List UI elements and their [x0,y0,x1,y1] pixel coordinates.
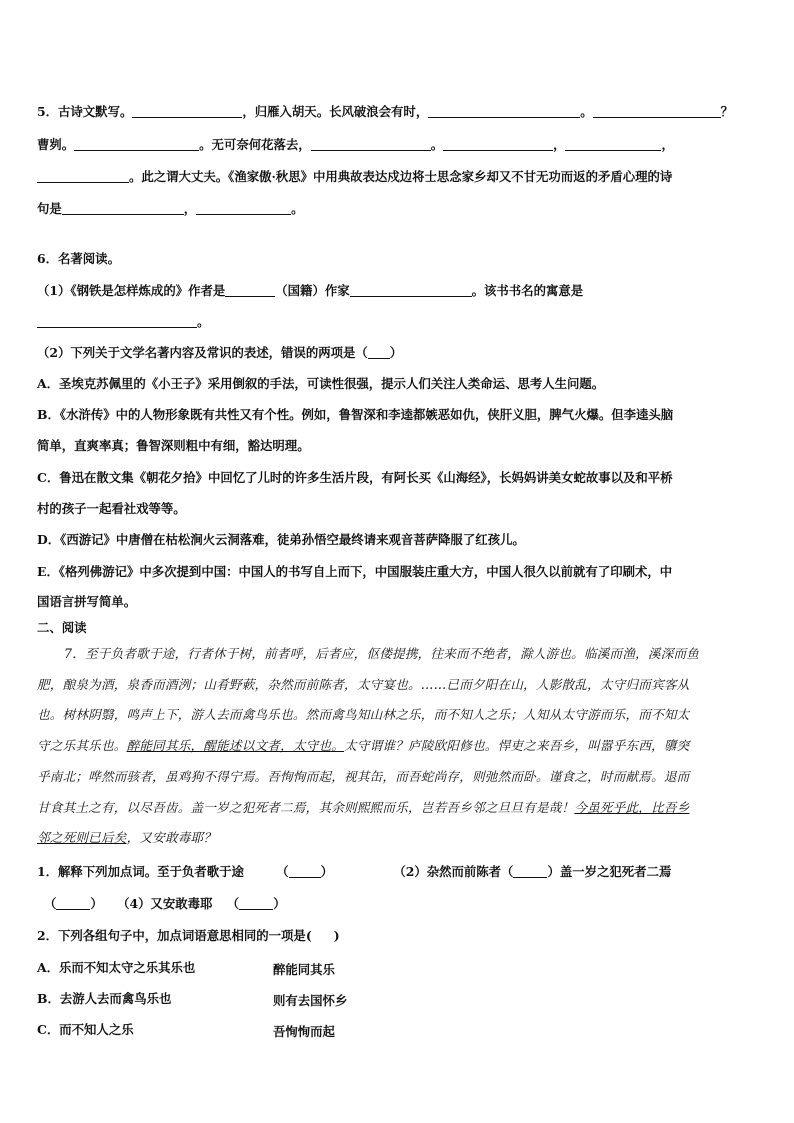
q5-line-4: 句是 ， 。 [37,201,304,216]
q5-line-3: 。此之谓大丈夫。《渔家傲·秋思》中用典故表达戍边将士思念家乡却又不甘无功而返的矛盾心理的诗 [37,169,672,185]
passage-line: 甘食其土之有，以尽吾齿。盖一岁之犯死者二焉，其余则熙熙而乐，岂若吾乡邻之旦旦有是哉！今虽死乎此，比吾乡 [37,800,690,815]
answer-blank[interactable] [368,346,390,359]
answer-blank[interactable] [56,897,90,910]
sub2-option-b-left: B．去游人去而禽鸟乐也 [37,991,172,1006]
passage-line: 也。树林阴翳，鸣声上下，游人去而禽鸟乐也。然而禽鸟知山林之乐，而不知人之乐；人知从太守游而乐，而不知太 [37,707,690,722]
sub1-line-1: 1．解释下列加点词。至于负者歌于途 （ ） （2）杂然而前陈者（ ）盖一岁之犯死者二焉 [37,864,672,879]
underlined-sentence: 邻之死则已后矣 [37,830,127,845]
blank[interactable] [62,202,184,215]
blank[interactable] [311,138,431,151]
underlined-sentence: 醉能同其乐，醒能述以文者，太守也。 [126,738,345,753]
option-e-2: 国语言拼写简单。 [37,594,137,609]
blank[interactable] [196,202,291,215]
blank[interactable] [593,105,721,118]
option-e-1: E．《格列佛游记》中多次提到中国：中国人的书写自上而下，中国服装庄重大方，中国人很久以前就有了印刷术，中 [37,564,673,579]
option-c-1: C．鲁迅在散文集《朝花夕拾》中回忆了儿时的许多生活片段，有阿长买《山海经》，长妈妈讲美女蛇故事以及和平桥 [37,470,673,485]
option-d: D．《西游记》中唐僧在枯松涧火云洞落难，徒弟孙悟空最终请来观音菩萨降服了红孩儿。 [37,532,525,547]
answer-blank[interactable] [513,865,547,878]
section-heading: 二、阅读 [37,620,87,635]
sub2-option-a-right: 醉能同其乐 [273,962,335,977]
sub2-option-c-left: C．而不知人之乐 [37,1022,134,1037]
sub2-question: 2．下列各组句子中，加点词语意思相同的一项是( ) [37,928,340,943]
blank[interactable] [37,170,129,183]
blank[interactable] [37,315,197,328]
q6-sub2: （2）下列关于文学名著内容及常识的表述，错误的两项是（ ） [37,345,403,360]
option-c-2: 村的孩子一起看社戏等等。 [37,501,186,516]
q5-line-2: 曹刿。 。无可奈何花落去， 。 ， ， [37,137,674,152]
blank[interactable] [350,284,472,297]
sub2-option-c-right: 吾恂恂而起 [273,1024,335,1039]
underlined-sentence: 今虽死乎此，比吾乡 [574,800,690,815]
passage-line: 邻之死则已后矣，又安敢毒耶？ [37,830,217,845]
passage-line: 乎南北；哗然而骇者，虽鸡狗不得宁焉。吾恂恂而起，视其缶，而吾蛇尚存，则弛然而卧。谨食之，时而献焉。退而 [37,769,690,784]
passage-line: 守之乐其乐也。醉能同其乐，醒能述以文者，太守也。太守谓谁？庐陵欧阳修也。悍吏之来吾乡，叫嚣乎东西，隳突 [37,738,690,753]
answer-blank[interactable] [239,897,273,910]
q6-title: 6．名著阅读。 [37,251,120,266]
q5-line-1: 5．古诗文默写。 ，归雁入胡天。长风破浪会有时， 。 ？ [37,104,733,119]
q5-label: 5．古诗文默写。 [37,104,133,119]
passage-line: 肥，酿泉为酒，泉香而酒洌；山肴野蔌，杂然而前陈者，太守宴也。……已而夕阳在山，人影散乱，太守归而宾客从 [37,677,690,692]
answer-blank[interactable] [289,865,321,878]
sub2-option-b-right: 则有去国怀乡 [273,993,348,1008]
option-b-1: B．《水浒传》中的人物形象既有共性又有个性。例如，鲁智深和李逵都嫉恶如仇，侠肝义胆，脾气火爆。但李逵头脑 [37,407,674,422]
blank[interactable] [132,105,242,118]
q6-sub1: （1）《钢铁是怎样炼成的》作者是 （国籍）作家 。该书书名的寓意是 [37,283,584,298]
blank[interactable] [225,284,275,297]
blank[interactable] [428,105,580,118]
sub1-line-2: （ ） （4）又安敢毒耶 （ ） [44,896,286,911]
option-a: A．圣埃克苏佩里的《小王子》采用倒叙的手法，可读性很强，提示人们关注人类命运、思考人生问题。 [37,376,605,391]
q6-sub1-cont: 。 [37,314,209,330]
sub2-option-a-left: A．乐而不知太守之乐其乐也 [37,960,196,975]
passage-line: 7．至于负者歌于途，行者休于树，前者呼，后者应，伛偻提携，往来而不绝者，滁人游也。临溪而渔，溪深而鱼 [64,646,700,661]
blank[interactable] [443,138,553,151]
blank[interactable] [74,138,199,151]
option-b-2: 简单，直爽率真；鲁智深则粗中有细，豁达明理。 [37,438,310,453]
blank[interactable] [565,138,661,151]
